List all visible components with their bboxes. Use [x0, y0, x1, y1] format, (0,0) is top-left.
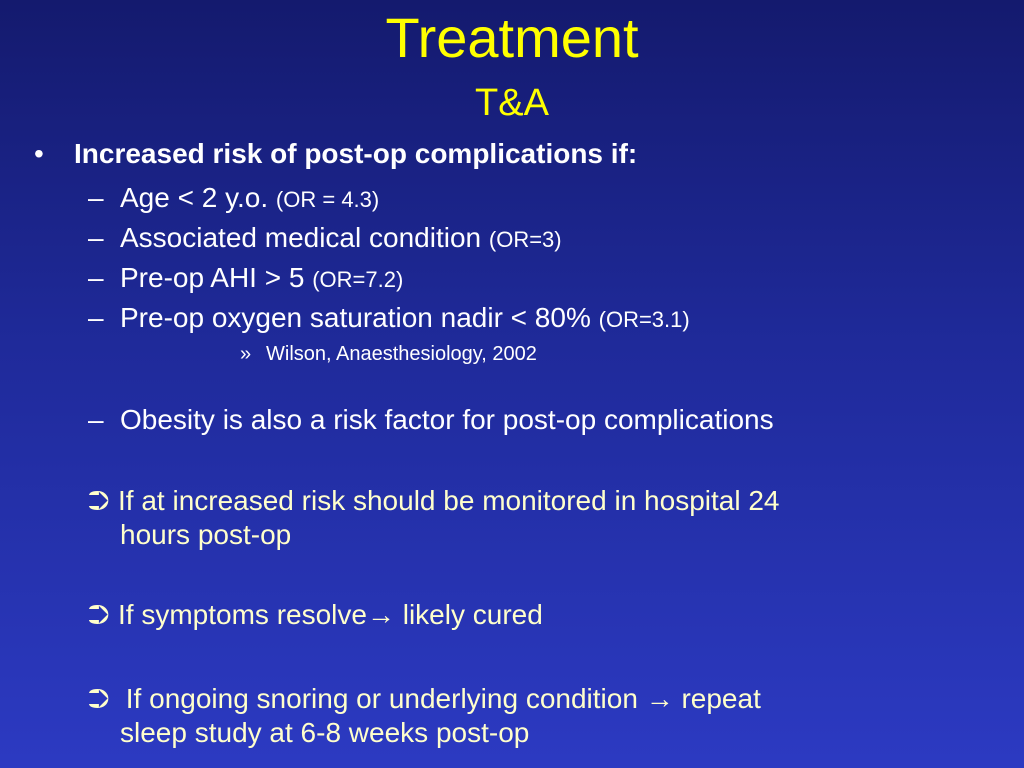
sub-item-ahi: [88, 258, 403, 300]
curved-arrow-icon: ⮊: [88, 485, 110, 516]
chevron-icon: »: [240, 343, 252, 365]
odds-ratio: (OR=7.2): [312, 267, 404, 292]
slide-title: Treatment: [385, 6, 639, 69]
sub-item-age: [88, 178, 379, 220]
dash-icon: –: [88, 182, 104, 213]
dash-icon: –: [88, 262, 104, 293]
main-bullet-text: Increased risk of post-op complications if:: [74, 138, 638, 169]
dash-icon: –: [88, 222, 104, 253]
bullet-icon: •: [34, 138, 44, 169]
odds-ratio: (OR=3): [488, 227, 562, 252]
sub-item-text: Obesity is also a risk factor for post-op complications: [120, 404, 774, 435]
odds-ratio: (OR=3.1): [598, 307, 690, 332]
arrow-item-text: If symptoms resolve: [118, 599, 367, 630]
sub-item-text: Associated medical condition: [120, 222, 489, 253]
arrow-item-text: If ongoing snoring or underlying condition: [118, 683, 646, 714]
arrow-item-text-post: likely cured: [394, 599, 543, 630]
arrow-item-text-cont: hours post-op: [120, 519, 292, 550]
right-arrow-icon: →: [366, 599, 395, 630]
arrow-item-ongoing-snoring: [88, 682, 988, 750]
reference-citation: [240, 342, 537, 366]
dash-icon: –: [88, 404, 104, 435]
sub-item-obesity: [88, 400, 774, 440]
main-bullet: [34, 134, 637, 174]
curved-arrow-icon: ⮊: [88, 599, 110, 630]
curved-arrow-icon: ⮊: [88, 683, 110, 714]
reference-text: Wilson, Anaesthesiology, 2002: [266, 343, 537, 365]
sub-item-medical-condition: [88, 218, 562, 260]
arrow-item-symptoms-resolve: [88, 598, 988, 632]
sub-item-text: Age < 2 y.o.: [120, 182, 276, 213]
slide-subtitle: T&A: [475, 82, 549, 124]
arrow-item-text-cont: sleep study at 6-8 weeks post-op: [120, 717, 530, 748]
sub-item-text: Pre-op oxygen saturation nadir < 80%: [120, 302, 599, 333]
odds-ratio: (OR = 4.3): [275, 187, 380, 212]
dash-icon: –: [88, 302, 104, 333]
arrow-item-monitor: [88, 484, 988, 552]
right-arrow-icon: →: [645, 683, 674, 714]
arrow-item-text: If at increased risk should be monitored in hospital 24: [118, 485, 780, 516]
arrow-item-text-post: repeat: [673, 683, 761, 714]
sub-item-oxygen-saturation: [88, 298, 690, 340]
sub-item-text: Pre-op AHI > 5: [120, 262, 313, 293]
